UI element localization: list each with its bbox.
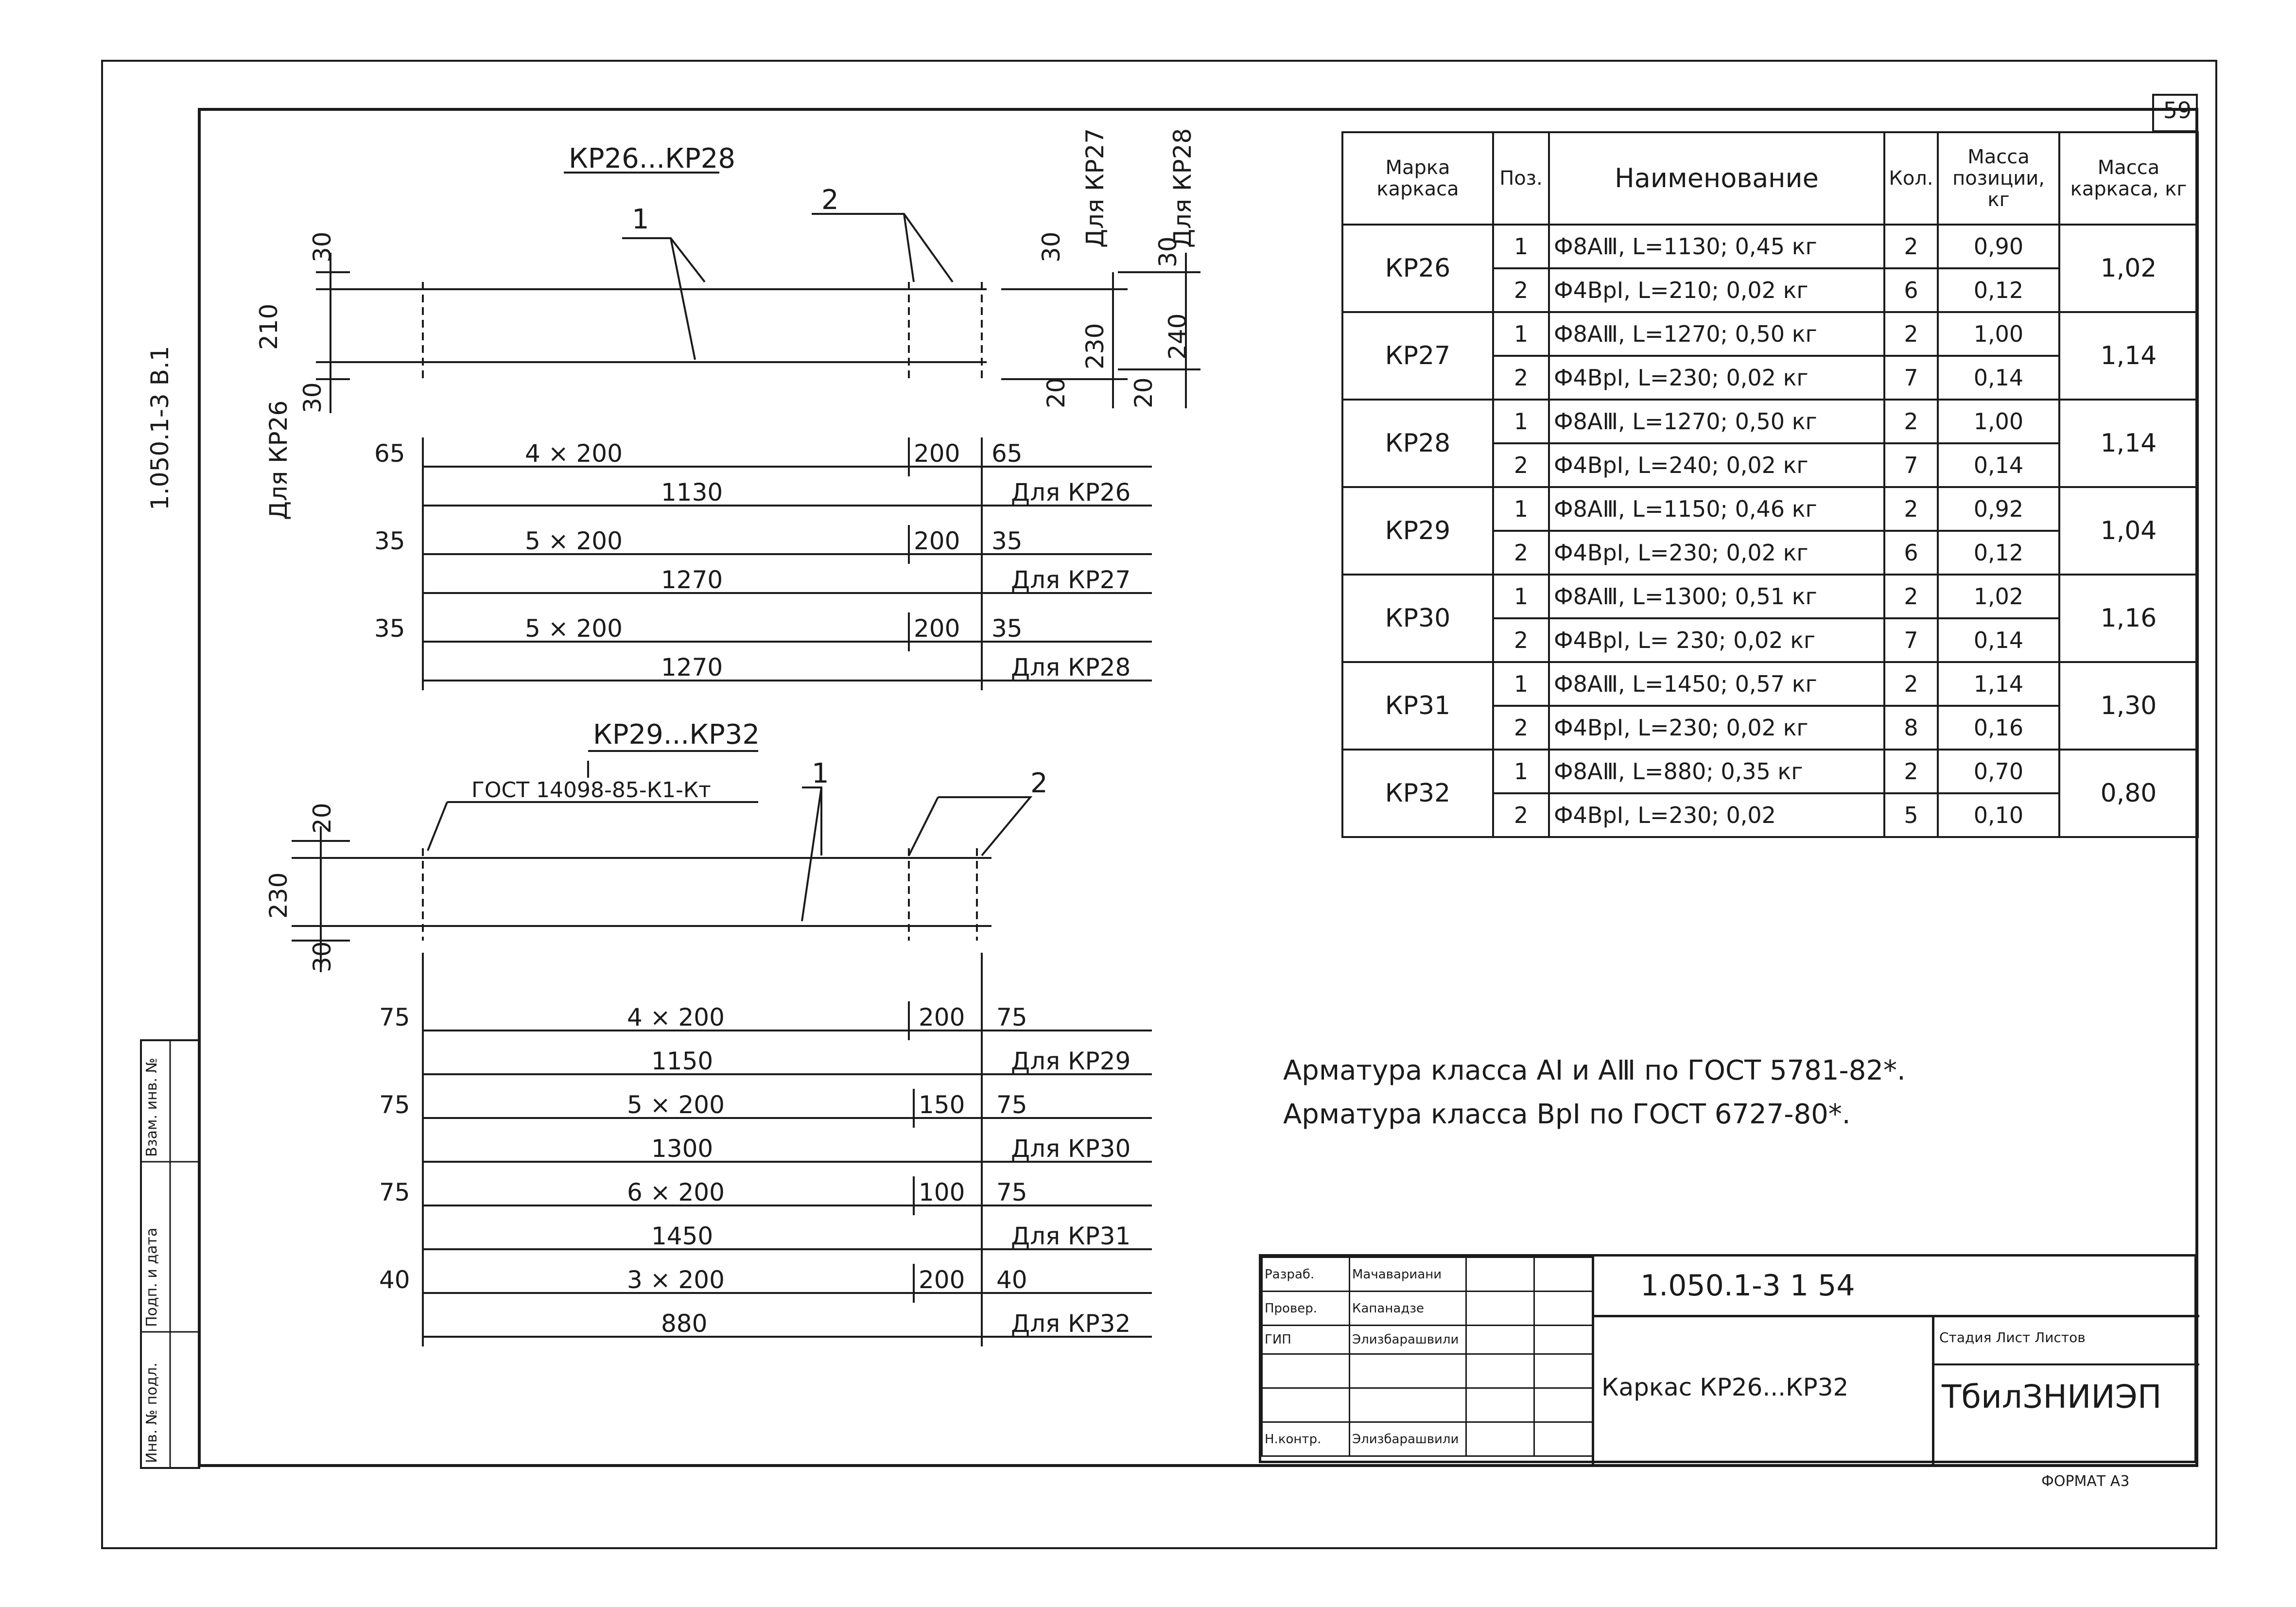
svg-text:1450: 1450: [651, 1222, 713, 1250]
right-label-kr27: Для КР27: [1081, 128, 1109, 248]
signature-blank: [1534, 1354, 1593, 1388]
svg-text:75: 75: [379, 1091, 410, 1119]
signature-row: [1262, 1326, 1593, 1354]
svg-text:40: 40: [379, 1266, 410, 1294]
spec-mass-frame: 1,02: [2059, 225, 2198, 312]
svg-text:100: 100: [919, 1178, 965, 1206]
bottom-dim-230: 230: [264, 872, 293, 919]
spec-qty: 6: [1884, 268, 1938, 312]
svg-text:3 × 200: 3 × 200: [627, 1266, 725, 1294]
right-dim-20a: 20: [1042, 377, 1070, 408]
spec-qty: 5: [1884, 793, 1938, 837]
format-stamp: ФОРМАТ А3: [2041, 1473, 2130, 1490]
vertical-doc-code: 1.050.1-3 В.1: [146, 346, 174, 510]
spec-qty: 2: [1884, 662, 1938, 706]
spec-row: [1342, 400, 2198, 443]
signature-blank: [1466, 1258, 1534, 1292]
spec-name: Ф8АⅢ, L=1270; 0,50 кг: [1549, 400, 1884, 443]
spec-qty: 7: [1884, 443, 1938, 487]
spec-mass-pos: 1,02: [1938, 575, 2059, 618]
svg-text:75: 75: [379, 1003, 410, 1031]
svg-text:65: 65: [374, 439, 405, 468]
svg-text:Для КР31: Для КР31: [1011, 1222, 1131, 1250]
signature-name: [1350, 1354, 1466, 1388]
signature-blank: [1466, 1388, 1534, 1422]
top-callout-2: 2: [821, 184, 839, 216]
spec-mark: КР29: [1342, 487, 1493, 575]
svg-text:1300: 1300: [651, 1135, 713, 1163]
spec-mark: КР28: [1342, 400, 1493, 487]
top-dim-210: 210: [255, 303, 283, 350]
svg-text:75: 75: [996, 1091, 1027, 1119]
svg-text:75: 75: [996, 1178, 1027, 1206]
spec-qty: 2: [1884, 312, 1938, 356]
svg-text:880: 880: [661, 1310, 708, 1338]
svg-text:35: 35: [374, 614, 405, 643]
right-dim-30b: 30: [1154, 236, 1182, 267]
svg-text:200: 200: [914, 439, 960, 468]
bottom-dim-20: 20: [308, 803, 336, 834]
svg-text:65: 65: [991, 439, 1023, 468]
spec-pos: 1: [1493, 487, 1549, 531]
signature-row: [1262, 1258, 1593, 1292]
bottom-dim-row-1: [379, 1003, 1131, 1075]
spec-mass-pos: 1,00: [1938, 312, 2059, 356]
svg-text:1270: 1270: [661, 653, 723, 681]
spec-mass-frame: 0,80: [2059, 750, 2198, 837]
svg-text:6 × 200: 6 × 200: [627, 1178, 725, 1206]
header-mass-pos: Масса позиции, кг: [1938, 132, 2059, 225]
bottom-dim-row-4: [379, 1266, 1131, 1338]
spec-mass-frame: 1,14: [2059, 400, 2198, 487]
svg-text:4 × 200: 4 × 200: [627, 1003, 725, 1031]
svg-text:75: 75: [379, 1178, 410, 1206]
svg-text:Для КР27: Для КР27: [1011, 566, 1131, 594]
bottom-dim-row-2: [379, 1091, 1131, 1163]
bottom-title: КР29...КР32: [593, 719, 760, 751]
top-callout-1: 1: [632, 204, 649, 235]
svg-text:35: 35: [991, 527, 1023, 555]
spec-mass-frame: 1,16: [2059, 575, 2198, 662]
spec-pos: 2: [1493, 356, 1549, 400]
spec-mark: КР27: [1342, 312, 1493, 400]
spec-pos: 1: [1493, 662, 1549, 706]
signature-table: [1261, 1257, 1593, 1457]
signature-role: [1262, 1354, 1350, 1388]
spec-qty: 2: [1884, 225, 1938, 268]
svg-text:5 × 200: 5 × 200: [525, 614, 623, 643]
signature-blank: [1534, 1326, 1593, 1354]
top-dim-30-top: 30: [308, 231, 336, 262]
svg-text:1130: 1130: [661, 478, 723, 507]
svg-text:5 × 200: 5 × 200: [627, 1091, 725, 1119]
svg-text:5 × 200: 5 × 200: [525, 527, 623, 555]
svg-text:Для КР28: Для КР28: [1011, 653, 1131, 681]
signature-blank: [1466, 1326, 1534, 1354]
title-block: [1259, 1254, 2197, 1463]
side-label-replace: Взам. инв. №: [143, 1058, 160, 1157]
stage-label: Стадия Лист Листов: [1939, 1329, 2086, 1345]
org-name: ТбилЗНИИЭП: [1942, 1378, 2162, 1415]
top-dim-30-bottom: 30: [298, 382, 327, 413]
signature-name: [1350, 1388, 1466, 1422]
spec-mark: КР30: [1342, 575, 1493, 662]
spec-pos: 2: [1493, 706, 1549, 750]
spec-mass-frame: 1,04: [2059, 487, 2198, 575]
spec-mass-frame: 1,30: [2059, 662, 2198, 750]
sheet-number: 59: [2163, 97, 2192, 123]
spec-mass-pos: 1,14: [1938, 662, 2059, 706]
signature-name: Элизбарашвили: [1350, 1422, 1466, 1456]
spec-mass-frame: 1,14: [2059, 312, 2198, 400]
spec-pos: 2: [1493, 793, 1549, 837]
weld-label: ГОСТ 14098-85-К1-Кт: [471, 778, 711, 803]
signature-blank: [1534, 1258, 1593, 1292]
bottom-dim-row-3: [379, 1178, 1131, 1250]
spec-mass-pos: 0,10: [1938, 793, 2059, 837]
svg-text:1270: 1270: [661, 566, 723, 594]
svg-text:4 × 200: 4 × 200: [525, 439, 623, 468]
right-dim-20b: 20: [1130, 377, 1158, 408]
spec-row: [1342, 225, 2198, 268]
svg-text:200: 200: [919, 1266, 965, 1294]
spec-pos: 2: [1493, 531, 1549, 575]
spec-name: Ф4ВрI, L=230; 0,02 кг: [1549, 531, 1884, 575]
signature-name: Элизбарашвили: [1350, 1326, 1466, 1354]
spec-row: [1342, 750, 2198, 793]
spec-name: Ф8АⅢ, L=1450; 0,57 кг: [1549, 662, 1884, 706]
spec-mass-pos: 0,16: [1938, 706, 2059, 750]
svg-text:75: 75: [996, 1003, 1027, 1031]
note-line-2: Арматура класса ВрI по ГОСТ 6727-80*.: [1283, 1099, 1851, 1130]
doc-number: 1.050.1-3 1 54: [1640, 1269, 1855, 1303]
spec-name: Ф8АⅢ, L=880; 0,35 кг: [1549, 750, 1884, 793]
spec-mark: КР32: [1342, 750, 1493, 837]
spec-table: [1341, 131, 2199, 838]
spec-mark: КР31: [1342, 662, 1493, 750]
right-dim-230: 230: [1081, 323, 1109, 369]
spec-mass-pos: 0,90: [1938, 225, 2059, 268]
spec-qty: 7: [1884, 356, 1938, 400]
spec-qty: 2: [1884, 487, 1938, 531]
spec-mass-pos: 0,14: [1938, 618, 2059, 662]
header-qty: Кол.: [1884, 132, 1938, 225]
note-line-1: Арматура класса АI и АⅢ по ГОСТ 5781-82*.: [1283, 1055, 1906, 1086]
svg-text:150: 150: [919, 1091, 965, 1119]
spec-row: [1342, 575, 2198, 618]
spec-name: Ф4ВрI, L=230; 0,02 кг: [1549, 356, 1884, 400]
svg-text:Для КР30: Для КР30: [1011, 1135, 1131, 1163]
spec-name: Ф4ВрI, L=210; 0,02 кг: [1549, 268, 1884, 312]
svg-text:1150: 1150: [651, 1047, 713, 1075]
spec-mass-pos: 0,92: [1938, 487, 2059, 531]
spec-name: Ф8АⅢ, L=1130; 0,45 кг: [1549, 225, 1884, 268]
signature-blank: [1534, 1388, 1593, 1422]
top-title: КР26...КР28: [569, 143, 735, 175]
spec-mark: КР26: [1342, 225, 1493, 312]
spec-qty: 2: [1884, 750, 1938, 793]
spec-qty: 2: [1884, 575, 1938, 618]
signature-row: [1262, 1292, 1593, 1326]
spec-pos: 1: [1493, 400, 1549, 443]
signature-blank: [1466, 1354, 1534, 1388]
spec-pos: 2: [1493, 443, 1549, 487]
spec-name: Ф4ВрI, L=230; 0,02: [1549, 793, 1884, 837]
header-pos: Поз.: [1493, 132, 1549, 225]
spec-pos: 1: [1493, 312, 1549, 356]
spec-row: [1342, 662, 2198, 706]
signature-name: Мачавариани: [1350, 1258, 1466, 1292]
spec-row: [1342, 487, 2198, 531]
spec-mass-pos: 0,12: [1938, 268, 2059, 312]
signature-blank: [1534, 1292, 1593, 1326]
svg-text:Для КР32: Для КР32: [1011, 1310, 1131, 1338]
spec-pos: 2: [1493, 268, 1549, 312]
side-label-inv: Инв. № подл.: [143, 1362, 160, 1463]
spec-pos: 1: [1493, 225, 1549, 268]
signature-row: [1262, 1422, 1593, 1456]
svg-text:40: 40: [996, 1266, 1027, 1294]
side-label-sign: Подп. и дата: [143, 1227, 160, 1327]
signature-role: ГИП: [1262, 1326, 1350, 1354]
spec-row: [1342, 312, 2198, 356]
spec-qty: 2: [1884, 400, 1938, 443]
signature-name: Капанадзе: [1350, 1292, 1466, 1326]
spec-qty: 7: [1884, 618, 1938, 662]
spec-mass-pos: 1,00: [1938, 400, 2059, 443]
signature-role: Н.контр.: [1262, 1422, 1350, 1456]
svg-text:Для КР26: Для КР26: [1011, 478, 1131, 507]
signature-row: [1262, 1388, 1593, 1422]
svg-text:200: 200: [919, 1003, 965, 1031]
spec-qty: 6: [1884, 531, 1938, 575]
right-dim-30: 30: [1037, 231, 1065, 262]
spec-name: Ф4ВрI, L=230; 0,02 кг: [1549, 706, 1884, 750]
signature-row: [1262, 1354, 1593, 1388]
signature-blank: [1466, 1422, 1534, 1456]
spec-pos: 2: [1493, 618, 1549, 662]
spec-mass-pos: 0,14: [1938, 443, 2059, 487]
right-label-kr28: Для КР28: [1168, 128, 1197, 248]
spec-name: Ф8АⅢ, L=1150; 0,46 кг: [1549, 487, 1884, 531]
signature-blank: [1534, 1422, 1593, 1456]
spec-mass-pos: 0,14: [1938, 356, 2059, 400]
spec-qty: 8: [1884, 706, 1938, 750]
bottom-dim-30: 30: [308, 941, 336, 972]
svg-text:Для КР29: Для КР29: [1011, 1047, 1131, 1075]
right-dim-240: 240: [1164, 313, 1192, 360]
spec-name: Ф8АⅢ, L=1300; 0,51 кг: [1549, 575, 1884, 618]
spec-mass-pos: 0,12: [1938, 531, 2059, 575]
spec-name: Ф4ВрI, L=240; 0,02 кг: [1549, 443, 1884, 487]
bottom-callout-2: 2: [1030, 768, 1048, 799]
signature-blank: [1466, 1292, 1534, 1326]
spec-pos: 1: [1493, 575, 1549, 618]
header-name: Наименование: [1549, 132, 1884, 225]
svg-text:35: 35: [991, 614, 1023, 643]
bottom-callout-1: 1: [812, 758, 829, 789]
svg-text:200: 200: [914, 527, 960, 555]
spec-mass-pos: 0,70: [1938, 750, 2059, 793]
svg-text:200: 200: [914, 614, 960, 643]
spec-name: Ф4ВрI, L= 230; 0,02 кг: [1549, 618, 1884, 662]
header-mark: Марка каркаса: [1342, 132, 1493, 225]
signature-role: Разраб.: [1262, 1258, 1350, 1292]
svg-text:35: 35: [374, 527, 405, 555]
spec-pos: 1: [1493, 750, 1549, 793]
header-mass-frame: Масса каркаса, кг: [2059, 132, 2198, 225]
signature-role: Провер.: [1262, 1292, 1350, 1326]
signature-role: [1262, 1388, 1350, 1422]
spec-name: Ф8АⅢ, L=1270; 0,50 кг: [1549, 312, 1884, 356]
label-for-kr26: Для КР26: [264, 400, 293, 520]
drawing-title: Каркас КР26...КР32: [1601, 1373, 1849, 1401]
